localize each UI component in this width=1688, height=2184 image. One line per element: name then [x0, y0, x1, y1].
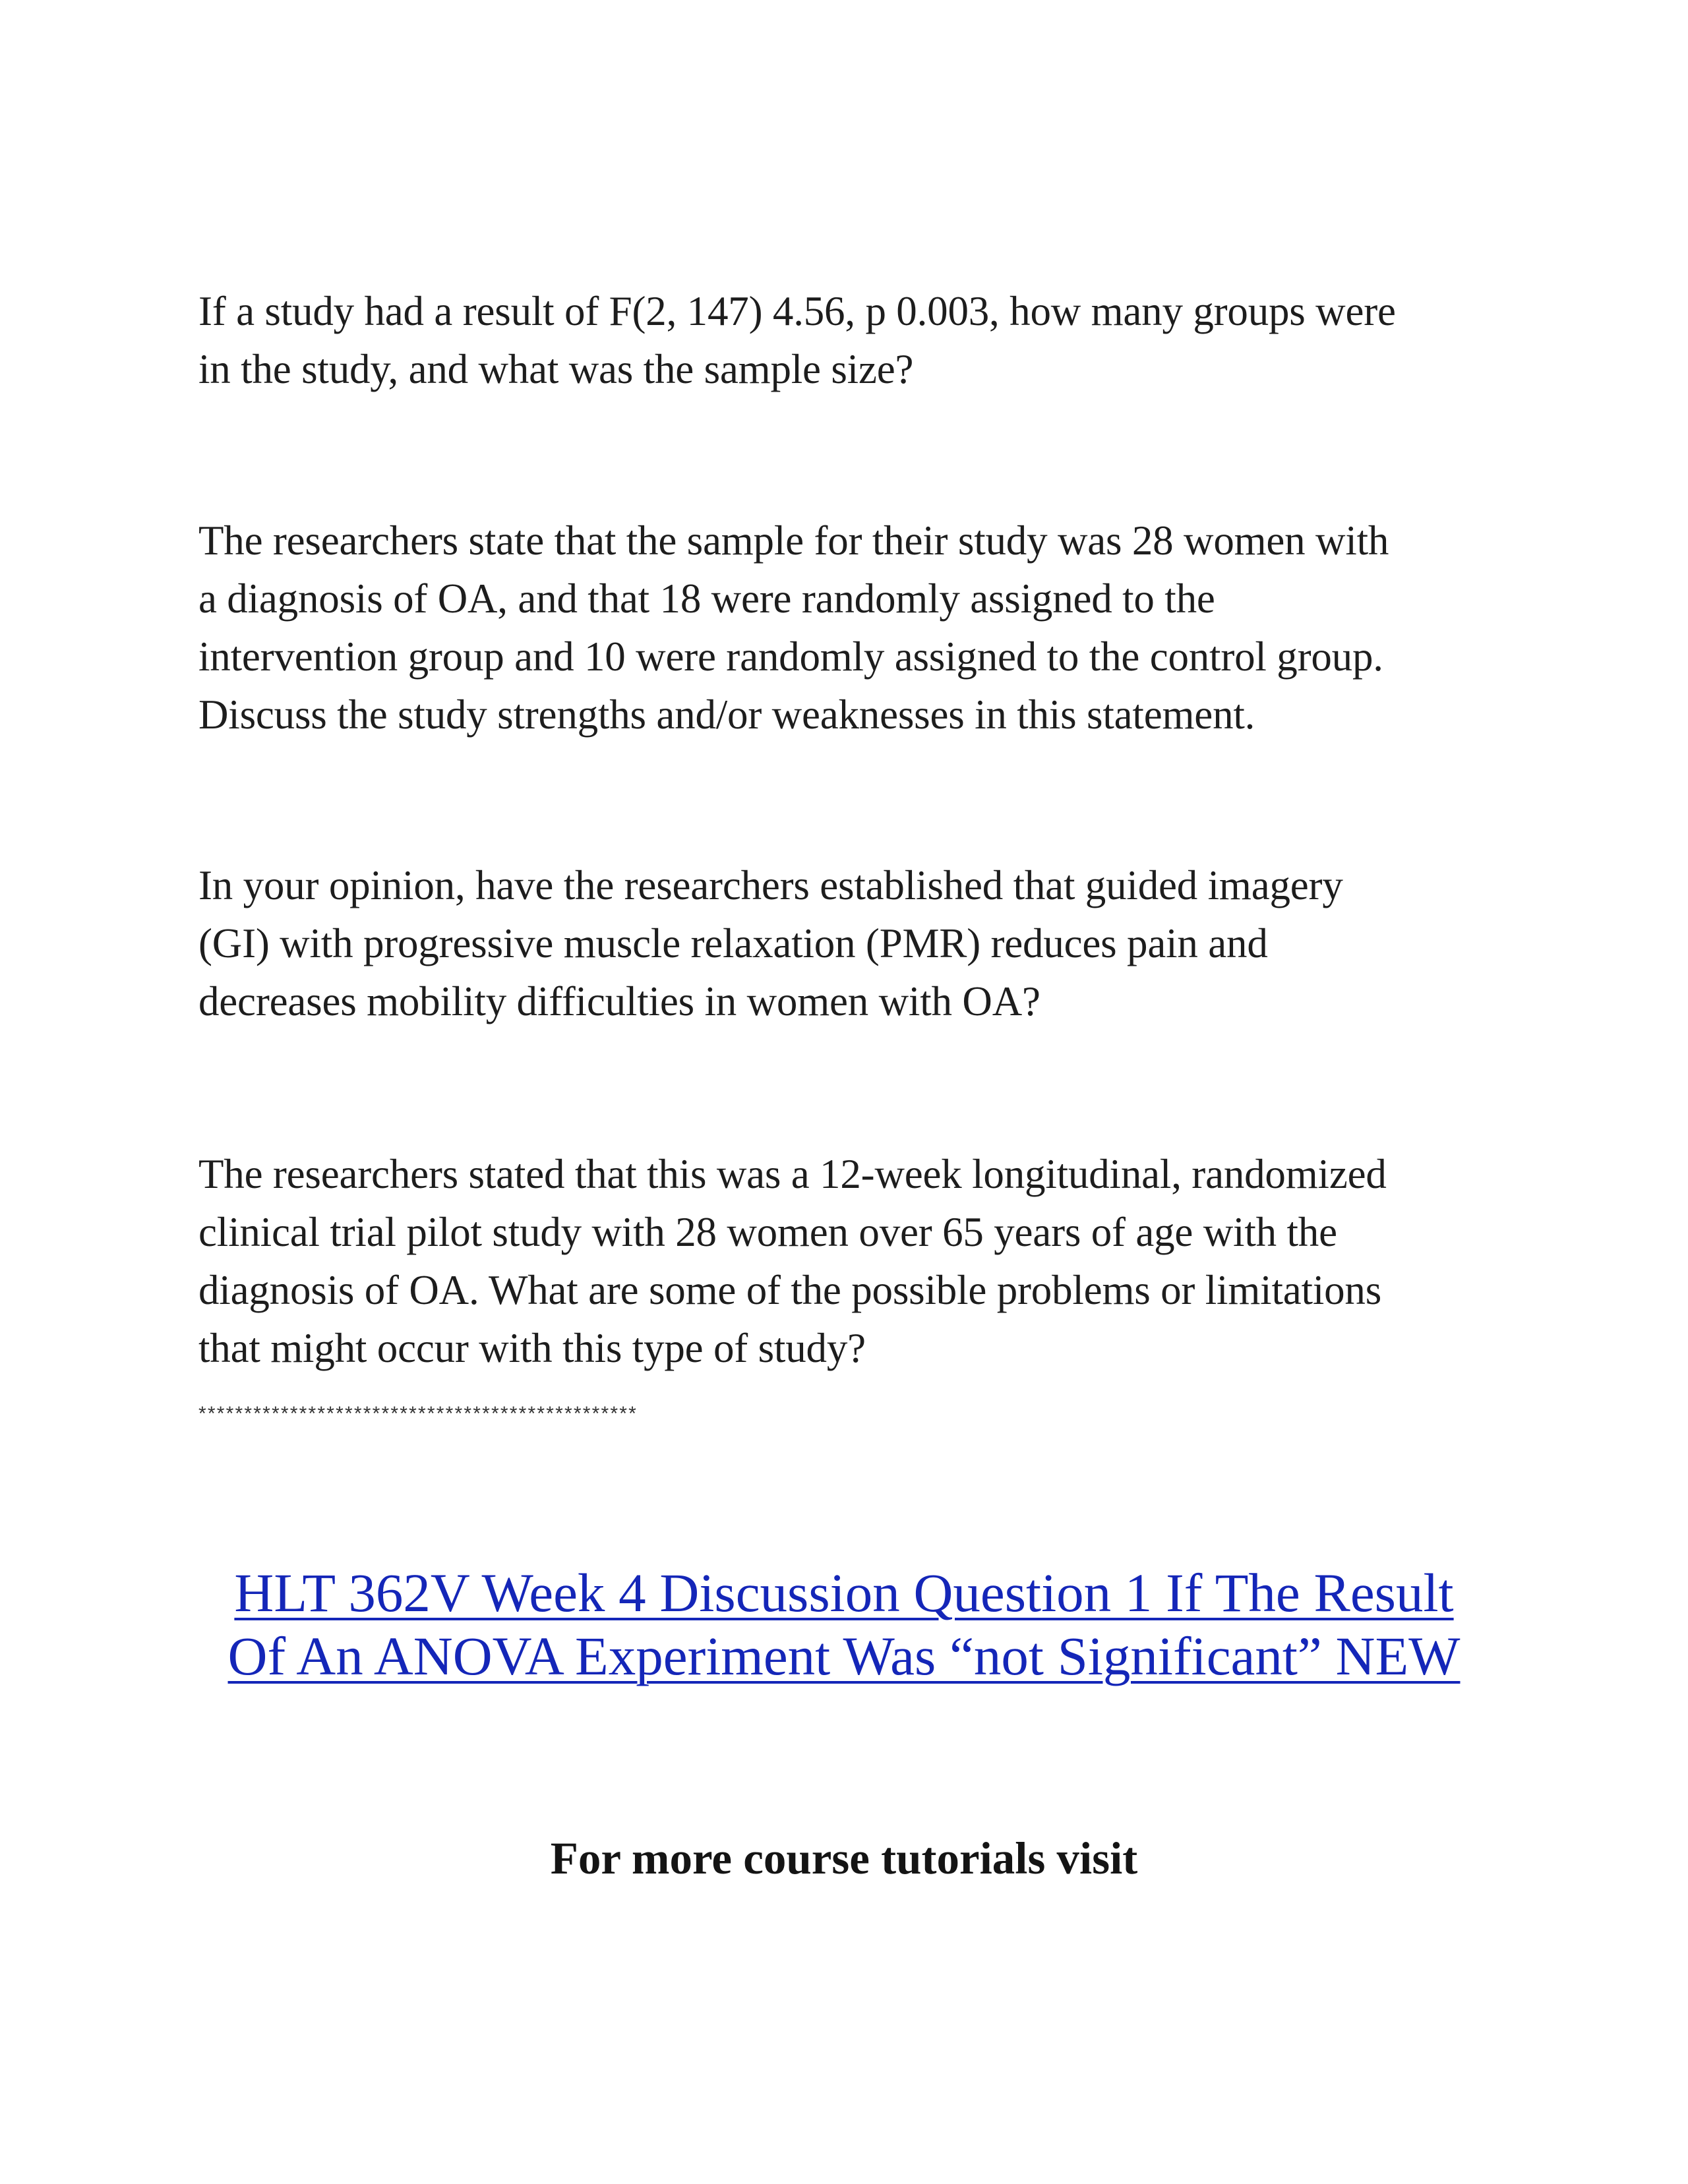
- course-link-line-1[interactable]: HLT 362V Week 4 Discussion Question 1 If The Result: [234, 1562, 1454, 1623]
- course-link-line-2[interactable]: Of An ANOVA Experiment Was “not Significant” NEW: [227, 1626, 1461, 1686]
- question-1-line-2: in the study, and what was the sample size?: [198, 346, 914, 392]
- question-paragraph-2: [198, 512, 1517, 744]
- question-3-line-3: decreases mobility difficulties in women with OA?: [198, 978, 1040, 1024]
- tutorials-heading: For more course tutorials visit: [550, 1833, 1138, 1883]
- question-4-line-1: The researchers stated that this was a 12-week longitudinal, randomized: [198, 1151, 1387, 1197]
- asterisk-separator: ************************************************: [198, 1403, 638, 1425]
- question-2-line-1: The researchers state that the sample for their study was 28 women with: [198, 517, 1389, 564]
- question-2-line-4: Discuss the study strengths and/or weaknesses in this statement.: [198, 692, 1255, 738]
- course-link[interactable]: [0, 1561, 1688, 1688]
- question-4-line-4: that might occur with this type of study?: [198, 1325, 866, 1371]
- question-4-line-2: clinical trial pilot study with 28 women over 65 years of age with the: [198, 1209, 1337, 1255]
- question-paragraph-4: [198, 1145, 1517, 1377]
- question-4-line-3: diagnosis of OA. What are some of the possible problems or limitations: [198, 1267, 1382, 1313]
- question-3-line-2: (GI) with progressive muscle relaxation (PMR) reduces pain and: [198, 920, 1268, 966]
- question-paragraph-1: [198, 282, 1517, 398]
- question-1-line-1: If a study had a result of F(2, 147) 4.56, p 0.003, how many groups were: [198, 288, 1396, 334]
- question-3-line-1: In your opinion, have the researchers established that guided imagery: [198, 862, 1343, 908]
- question-2-line-2: a diagnosis of OA, and that 18 were randomly assigned to the: [198, 576, 1215, 622]
- question-2-line-3: intervention group and 10 were randomly assigned to the control group.: [198, 634, 1383, 680]
- question-paragraph-3: [198, 856, 1517, 1030]
